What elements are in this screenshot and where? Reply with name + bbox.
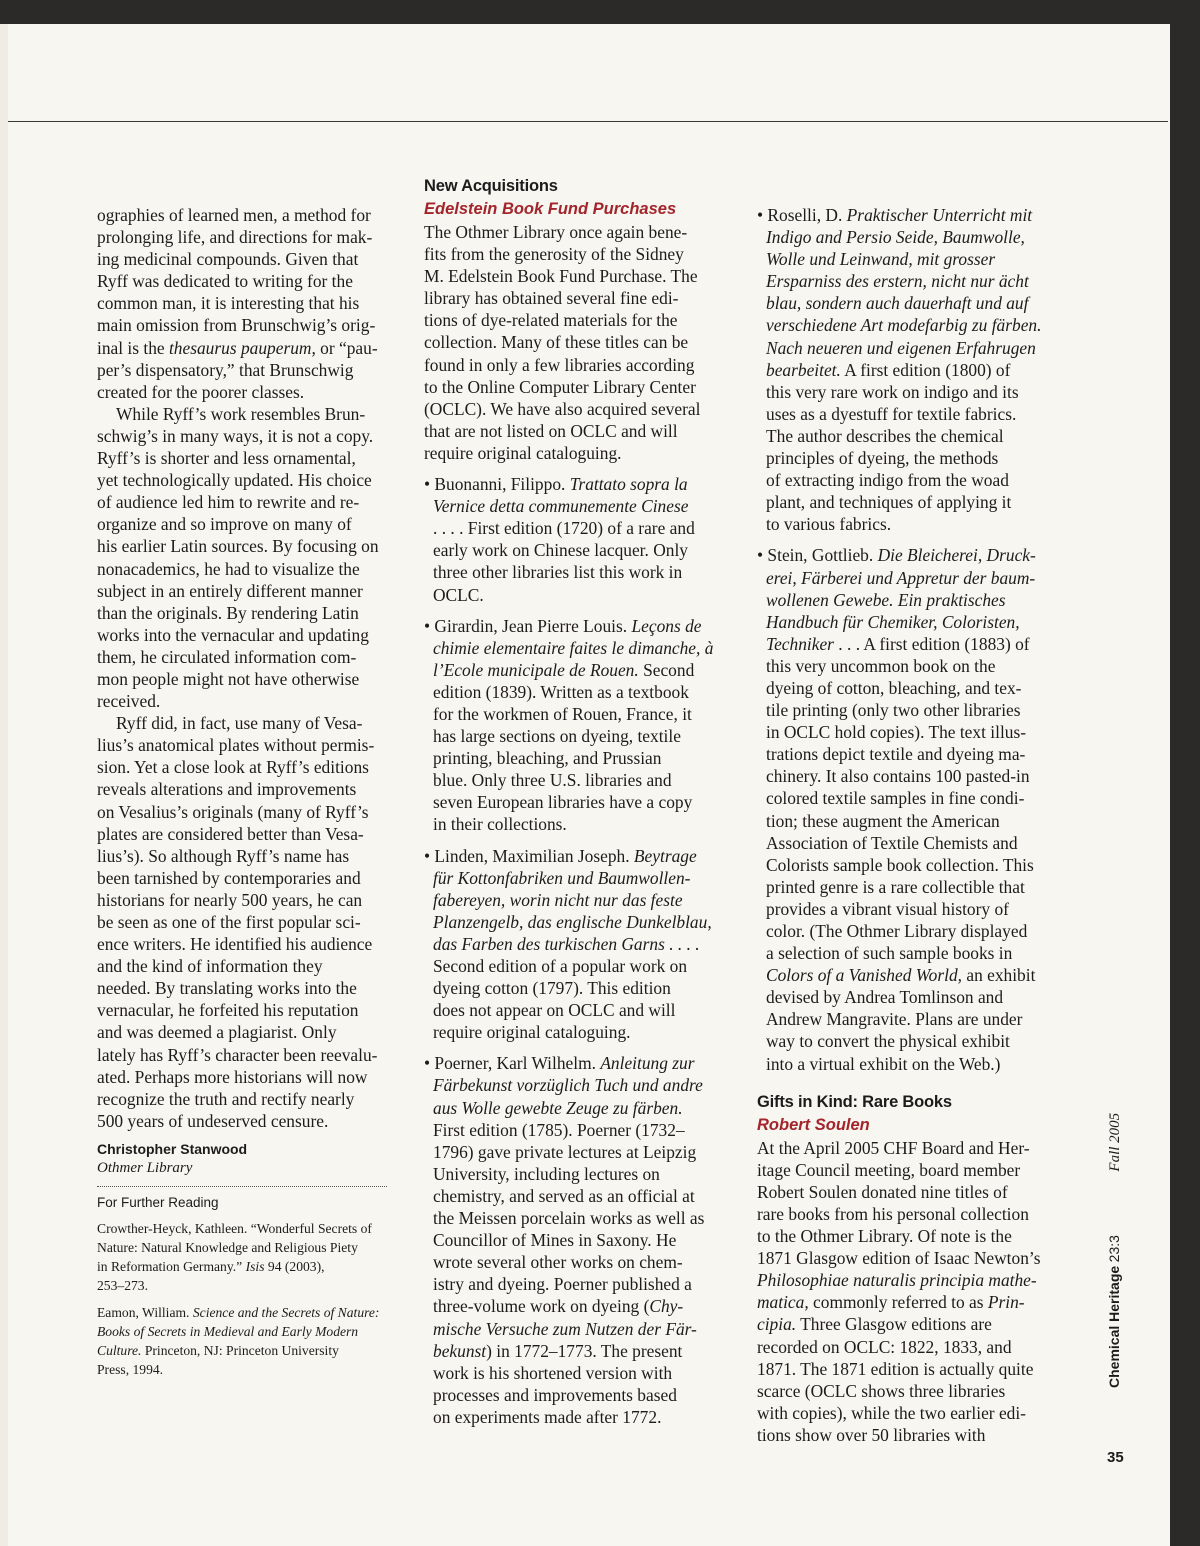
magazine-title: Chemical Heritage	[1106, 1265, 1122, 1388]
italic-title: Prin-	[987, 1292, 1025, 1313]
body-paragraph	[97, 712, 397, 1132]
italic-title: Ersparniss des erstern, nicht nur ächt	[766, 271, 1029, 292]
text-line	[766, 337, 1057, 359]
text-run: • Buonanni, Filippo.	[424, 474, 570, 495]
text-line: Ryff did, in fact, use many of Vesa-	[116, 713, 363, 734]
text-line	[433, 659, 724, 681]
text-line	[766, 611, 1057, 633]
text-line	[424, 1052, 724, 1074]
italic-title: Färbekunst vorzüglich Tuch und andre	[433, 1075, 703, 1096]
italic-title: Handbuch für Chemiker, Coloristen,	[766, 611, 1020, 632]
italic-title: bearbeitet.	[766, 359, 841, 380]
text-line: tions of dye-related materials for the	[424, 310, 678, 331]
text-line	[433, 1097, 724, 1119]
text-line: prolonging life, and directions for mak-	[97, 227, 373, 248]
text-line: into a virtual exhibit on the Web.)	[766, 1053, 1001, 1074]
text-line	[97, 1303, 397, 1322]
text-line: tions show over 50 libraries with	[757, 1424, 986, 1445]
text-line: common man, it is interesting that his	[97, 293, 360, 314]
text-run: Second	[638, 659, 695, 680]
text-run: A first edition (1800) of	[840, 359, 1011, 380]
text-line: three other libraries list this work in	[433, 562, 683, 583]
text-line: University, including lectures on	[433, 1163, 660, 1184]
text-line: ing medicinal compounds. Given that	[97, 249, 359, 270]
text-run: Three Glasgow editions are	[796, 1314, 992, 1335]
text-line: work is his shortened version with	[433, 1362, 673, 1383]
text-line: Ryff’s is shorter and less ornamental,	[97, 448, 356, 469]
text-line: require original cataloguing.	[433, 1022, 631, 1043]
text-line: this very rare work on indigo and its	[766, 381, 1019, 402]
text-line: istry and dyeing. Poerner published a	[433, 1274, 692, 1295]
text-line	[757, 1313, 1057, 1335]
text-line	[433, 1295, 724, 1317]
italic-title: das Farben des turkischen Garns . . . .	[433, 933, 700, 954]
text-run: Eamon, William.	[97, 1304, 193, 1320]
text-line	[757, 204, 1057, 226]
text-line: received.	[97, 691, 161, 712]
further-reading-heading: For Further Reading	[97, 1194, 219, 1210]
text-line	[433, 495, 724, 517]
text-line	[766, 567, 1057, 589]
text-line: tion; these augment the American	[766, 810, 1000, 831]
italic-title: Philosophiae naturalis principia mathe-	[757, 1270, 1037, 1291]
text-run: an exhibit	[962, 965, 1036, 986]
text-line: Robert Soulen donated nine titles of	[757, 1181, 1008, 1202]
text-line: in their collections.	[433, 814, 567, 835]
text-line: At the April 2005 CHF Board and Her-	[757, 1137, 1030, 1158]
acquisition-list-item	[757, 544, 1057, 1074]
text-line: printing, bleaching, and Prussian	[433, 748, 662, 769]
reference-entry	[97, 1219, 397, 1295]
text-line: of audience led him to rewrite and re-	[97, 492, 360, 513]
italic-title: Beytrage	[633, 845, 697, 866]
text-run: Princeton, NJ: Princeton University	[141, 1342, 339, 1358]
text-line: chemistry, and served as an official at	[433, 1185, 695, 1206]
text-line: colored textile samples in fine condi-	[766, 788, 1025, 809]
italic-title: Planzengelb, das englische Dunkelblau,	[433, 911, 712, 932]
reference-entry	[97, 1303, 397, 1379]
text-line: in OCLC hold copies). The text illus-	[766, 722, 1027, 743]
text-line: library has obtained several fine edi-	[424, 288, 679, 309]
text-line: (OCLC). We have also acquired several	[424, 398, 701, 419]
text-run: three-volume work on dyeing (	[433, 1296, 650, 1317]
text-line: collection. Many of these titles can be	[424, 332, 689, 353]
text-run: in Reformation Germany.”	[97, 1258, 246, 1274]
italic-title: Leçons de	[631, 615, 702, 636]
text-line: and was deemed a plagiarist. Only	[97, 1022, 337, 1043]
text-run: 94 (2003),	[264, 1258, 325, 1274]
text-line	[424, 473, 724, 495]
italic-title: mische Versuche zum Nutzen der Fär-	[433, 1318, 697, 1339]
text-line	[766, 314, 1057, 336]
italic-title: blau, sondern auch dauerhaft und auf	[766, 293, 1029, 314]
text-line: that are not listed on OCLC and will	[424, 420, 678, 441]
text-line	[757, 1269, 1057, 1291]
italic-title: Techniker	[766, 633, 834, 654]
body-paragraph	[97, 204, 397, 403]
italic-title: bekunst	[433, 1340, 487, 1361]
text-line: tile printing (only two other libraries	[766, 700, 1021, 721]
text-line: does not appear on OCLC and will	[433, 1000, 676, 1021]
italic-title: verschiedene Art modefarbig zu färben.	[766, 315, 1042, 336]
text-line: to the Online Computer Library Center	[424, 376, 696, 397]
issue-season: Fall 2005	[1107, 1112, 1123, 1172]
text-line	[766, 633, 1057, 655]
text-line: way to convert the physical exhibit	[766, 1031, 1010, 1052]
text-line	[766, 292, 1057, 314]
text-line: this very uncommon book on the	[766, 655, 996, 676]
text-line: rare books from his personal collection	[757, 1203, 1029, 1224]
body-paragraph	[97, 403, 397, 712]
acquisition-list-item	[424, 473, 724, 606]
text-line: mon people might not have otherwise	[97, 668, 360, 689]
text-line: main omission from Brunschwig’s orig-	[97, 315, 376, 336]
header-rule	[8, 121, 1168, 122]
text-line: plant, and techniques of applying it	[766, 492, 1012, 513]
body-paragraph	[757, 1137, 1057, 1446]
italic-title: cipia.	[757, 1314, 797, 1335]
italic-title: aus Wolle gewebte Zeuge zu färben.	[433, 1097, 683, 1118]
text-run: or “pau-	[315, 337, 378, 358]
text-line: them, he circulated information com-	[97, 646, 357, 667]
text-line	[433, 1318, 724, 1340]
text-line: plates are considered better than Vesa-	[97, 823, 364, 844]
italic-title: Culture.	[97, 1342, 142, 1358]
section-heading: Gifts in Kind: Rare Books	[757, 1092, 952, 1111]
text-line: 1871 Glasgow edition of Isaac Newton’s	[757, 1248, 1041, 1269]
text-run: ) in 1772–1773. The present	[486, 1340, 683, 1361]
text-line: Association of Textile Chemists and	[766, 832, 1018, 853]
text-line	[97, 1341, 397, 1360]
text-line: the Meissen porcelain works as well as	[433, 1208, 705, 1229]
text-line	[97, 1322, 397, 1341]
text-line: The Othmer Library once again bene-	[424, 222, 688, 242]
text-line: First edition (1785). Poerner (1732–	[433, 1119, 685, 1140]
text-line: fits from the generosity of the Sidney	[424, 244, 684, 265]
italic-title: fabereyen, worin nicht nur das feste	[433, 889, 683, 910]
italic-title: Science and the Secrets of Nature:	[192, 1304, 380, 1320]
text-line: recorded on OCLC: 1822, 1833, and	[757, 1336, 1012, 1357]
text-line	[766, 226, 1057, 248]
text-line: chinery. It also contains 100 pasted-in	[766, 766, 1030, 787]
text-line	[424, 615, 724, 637]
text-line: per’s dispensatory,” that Brunschwig	[97, 359, 354, 380]
text-line: dyeing cotton (1797). This edition	[433, 978, 671, 999]
italic-title: Wolle und Leinwand, mit grosser	[766, 249, 996, 270]
text-line: has large sections on dyeing, textile	[433, 726, 681, 747]
text-line	[766, 589, 1057, 611]
text-line: printed genre is a rare collectible that	[766, 876, 1025, 897]
text-line: reveals alterations and improvements	[97, 779, 357, 800]
text-run: inal is the	[97, 337, 169, 358]
italic-title: chimie elementaire faites le dimanche, à	[433, 637, 714, 658]
italic-title: Books of Secrets in Medieval and Early Modern	[97, 1323, 359, 1339]
text-line: itage Council meeting, board member	[757, 1159, 1021, 1180]
text-line: 500 years of undeserved censure.	[97, 1110, 329, 1131]
text-line: uses as a dyestuff for textile fabrics.	[766, 403, 1017, 424]
text-line: Crowther-Heyck, Kathleen. “Wonderful Secrets of	[97, 1220, 372, 1236]
acquisition-list-item	[757, 204, 1057, 535]
text-line: than the originals. By rendering Latin	[97, 602, 359, 623]
text-line: needed. By translating works into the	[97, 978, 357, 999]
text-line: historians for nearly 500 years, he can	[97, 889, 363, 910]
dotted-divider	[97, 1186, 387, 1187]
column-1	[97, 204, 397, 1387]
text-line: Councillor of Mines in Saxony. He	[433, 1230, 677, 1251]
text-line	[766, 270, 1057, 292]
text-line: provides a vibrant visual history of	[766, 898, 1009, 919]
text-line: devised by Andrea Tomlinson and	[766, 987, 1004, 1008]
text-line: lius’s anatomical plates without permis-	[97, 735, 375, 756]
text-line: The author describes the chemical	[766, 425, 1004, 446]
italic-title: für Kottonfabriken und Baumwollen-	[433, 867, 691, 888]
text-line: his earlier Latin sources. By focusing on	[97, 536, 379, 557]
text-line: color. (The Othmer Library displayed	[766, 921, 1028, 941]
italic-title: Die Bleicherei, Druck-	[877, 545, 1036, 566]
author-affiliation: Othmer Library	[97, 1159, 193, 1176]
section-subheading: Edelstein Book Fund Purchases	[424, 200, 677, 218]
text-line: subject in an entirely different manner	[97, 580, 363, 601]
spacer	[757, 1075, 1057, 1091]
italic-title: Colors of a Vanished World,	[766, 965, 962, 986]
text-line: created for the poorer classes.	[97, 381, 305, 402]
text-line	[766, 359, 1057, 381]
acquisition-list-item	[424, 1052, 724, 1428]
text-line: blue. Only three U.S. libraries and	[433, 770, 672, 791]
text-line	[433, 1340, 724, 1362]
text-line: schwig’s in many ways, it is not a copy.	[97, 425, 374, 446]
italic-title: Vernice detta communemente Cinese	[433, 496, 689, 517]
text-run: . . . A first edition (1883) of	[833, 633, 1030, 654]
running-footer	[1106, 1113, 1124, 1388]
text-line: been tarnished by contemporaries and	[97, 867, 361, 888]
acquisition-list-item	[424, 845, 724, 1044]
text-line	[97, 1257, 397, 1276]
text-line: Andrew Mangravite. Plans are under	[766, 1009, 1023, 1030]
text-line: lately has Ryff’s character been reevalu-	[97, 1044, 378, 1065]
text-line: 1796) gave private lectures at Leipzig	[433, 1141, 697, 1162]
text-line: ence writers. He identified his audience	[97, 934, 373, 955]
text-line: on Vesalius’s originals (many of Ryff’s	[97, 801, 369, 822]
text-line: nonacademics, he had to visualize the	[97, 558, 360, 579]
text-line: trations depict textile and dyeing ma-	[766, 744, 1026, 765]
text-line	[766, 964, 1057, 986]
text-line: ated. Perhaps more historians will now	[97, 1066, 368, 1087]
text-line: M. Edelstein Book Fund Purchase. The	[424, 266, 698, 287]
italic-title: thesaurus pauperum,	[168, 337, 316, 358]
body-paragraph	[424, 221, 724, 464]
column-3	[757, 204, 1057, 1446]
text-line	[424, 845, 724, 867]
text-run: • Stein, Gottlieb.	[757, 545, 878, 566]
italic-title: wollenen Gewebe. Ein praktisches	[766, 589, 1006, 610]
text-line	[757, 544, 1057, 566]
text-line	[757, 1291, 1057, 1313]
text-line: dyeing of cotton, bleaching, and tex-	[766, 677, 1022, 698]
text-line: require original cataloguing.	[424, 442, 622, 463]
text-line: principles of dyeing, the methods	[766, 448, 999, 469]
italic-title: l’Ecole municipale de Rouen.	[433, 659, 639, 680]
text-line: OCLC.	[433, 584, 484, 605]
italic-title: matica,	[757, 1292, 809, 1313]
author-name: Christopher Stanwood	[97, 1140, 248, 1157]
text-line: edition (1839). Written as a textbook	[433, 681, 689, 702]
text-line: with copies), while the two earlier edi-	[757, 1402, 1026, 1423]
text-run: • Linden, Maximilian Joseph.	[424, 845, 634, 866]
text-line: a selection of such sample books in	[766, 943, 1013, 964]
text-line: Second edition of a popular work on	[433, 956, 688, 976]
acquisition-list-item	[424, 615, 724, 836]
text-line: While Ryff’s work resembles Brun-	[116, 403, 366, 424]
text-line: and the kind of information they	[97, 956, 323, 977]
text-line: seven European libraries have a copy	[433, 792, 693, 813]
text-line: yet technologically updated. His choice	[97, 470, 372, 491]
section-heading: New Acquisitions	[424, 177, 558, 195]
text-line: 1871. The 1871 edition is actually quite	[757, 1358, 1034, 1379]
text-line: Colorists sample book collection. This	[766, 854, 1034, 875]
section-subheading: Robert Soulen	[757, 1115, 870, 1134]
text-line	[766, 248, 1057, 270]
italic-title: erei, Färberei und Appretur der baum-	[766, 567, 1036, 588]
text-line: Press, 1994.	[97, 1361, 164, 1377]
text-line: to various fabrics.	[766, 514, 892, 535]
text-run: • Girardin, Jean Pierre Louis.	[424, 615, 632, 636]
text-line: Nature: Natural Knowledge and Religious Piety	[97, 1239, 358, 1255]
italic-title: Indigo and Persio Seide, Baumwolle,	[766, 227, 1025, 248]
text-line: sion. Yet a close look at Ryff’s editions	[97, 757, 369, 778]
italic-title: Isis	[245, 1258, 265, 1274]
page-number: 35	[1107, 1449, 1124, 1466]
column-2	[424, 175, 724, 1428]
issue-number: 23:3	[1106, 1235, 1122, 1263]
text-line: Ryff was dedicated to writing for the	[97, 271, 353, 292]
text-line: for the workmen of Rouen, France, it	[433, 703, 692, 724]
text-line: scarce (OCLC shows three libraries	[757, 1380, 1006, 1401]
text-line	[433, 637, 724, 659]
text-line: recognize the truth and rectify nearly	[97, 1088, 355, 1109]
italic-title: Nach neueren und eigenen Erfahrugen	[766, 337, 1036, 358]
text-line: works into the vernacular and updating	[97, 624, 369, 645]
text-run: commonly referred to as	[808, 1292, 988, 1313]
text-run: • Roselli, D.	[757, 205, 847, 225]
text-line	[433, 1074, 724, 1096]
text-line	[433, 889, 724, 911]
text-line	[433, 911, 724, 933]
text-line: on experiments made after 1772.	[433, 1406, 662, 1427]
italic-title: Praktischer Unterricht mit	[846, 205, 1033, 225]
text-line: organize and so improve on many of	[97, 514, 352, 535]
text-line: ographies of learned men, a method for	[97, 205, 371, 225]
italic-title: Chy-	[649, 1296, 684, 1317]
text-line: to the Othmer Library. Of note is the	[757, 1226, 1012, 1247]
text-run: • Poerner, Karl Wilhelm.	[424, 1053, 601, 1074]
text-line: of extracting indigo from the woad	[766, 470, 1009, 491]
italic-title: Trattato sopra la	[569, 474, 688, 495]
text-line	[433, 933, 724, 955]
italic-title: Anleitung zur	[600, 1053, 695, 1074]
text-line	[97, 337, 397, 359]
text-line: vernacular, he forfeited his reputation	[97, 1000, 359, 1021]
text-line: . . . . First edition (1720) of a rare and	[433, 518, 695, 539]
text-line: found in only a few libraries according	[424, 354, 695, 375]
text-line: be seen as one of the first popular sci-	[97, 912, 361, 932]
text-line: 253–273.	[97, 1277, 148, 1293]
text-line: early work on Chinese lacquer. Only	[433, 540, 688, 561]
text-line	[433, 867, 724, 889]
text-line: wrote several other works on chem-	[433, 1252, 683, 1273]
text-line: lius’s). So although Ryff’s name has	[97, 845, 350, 866]
text-line: processes and improvements based	[433, 1384, 677, 1405]
